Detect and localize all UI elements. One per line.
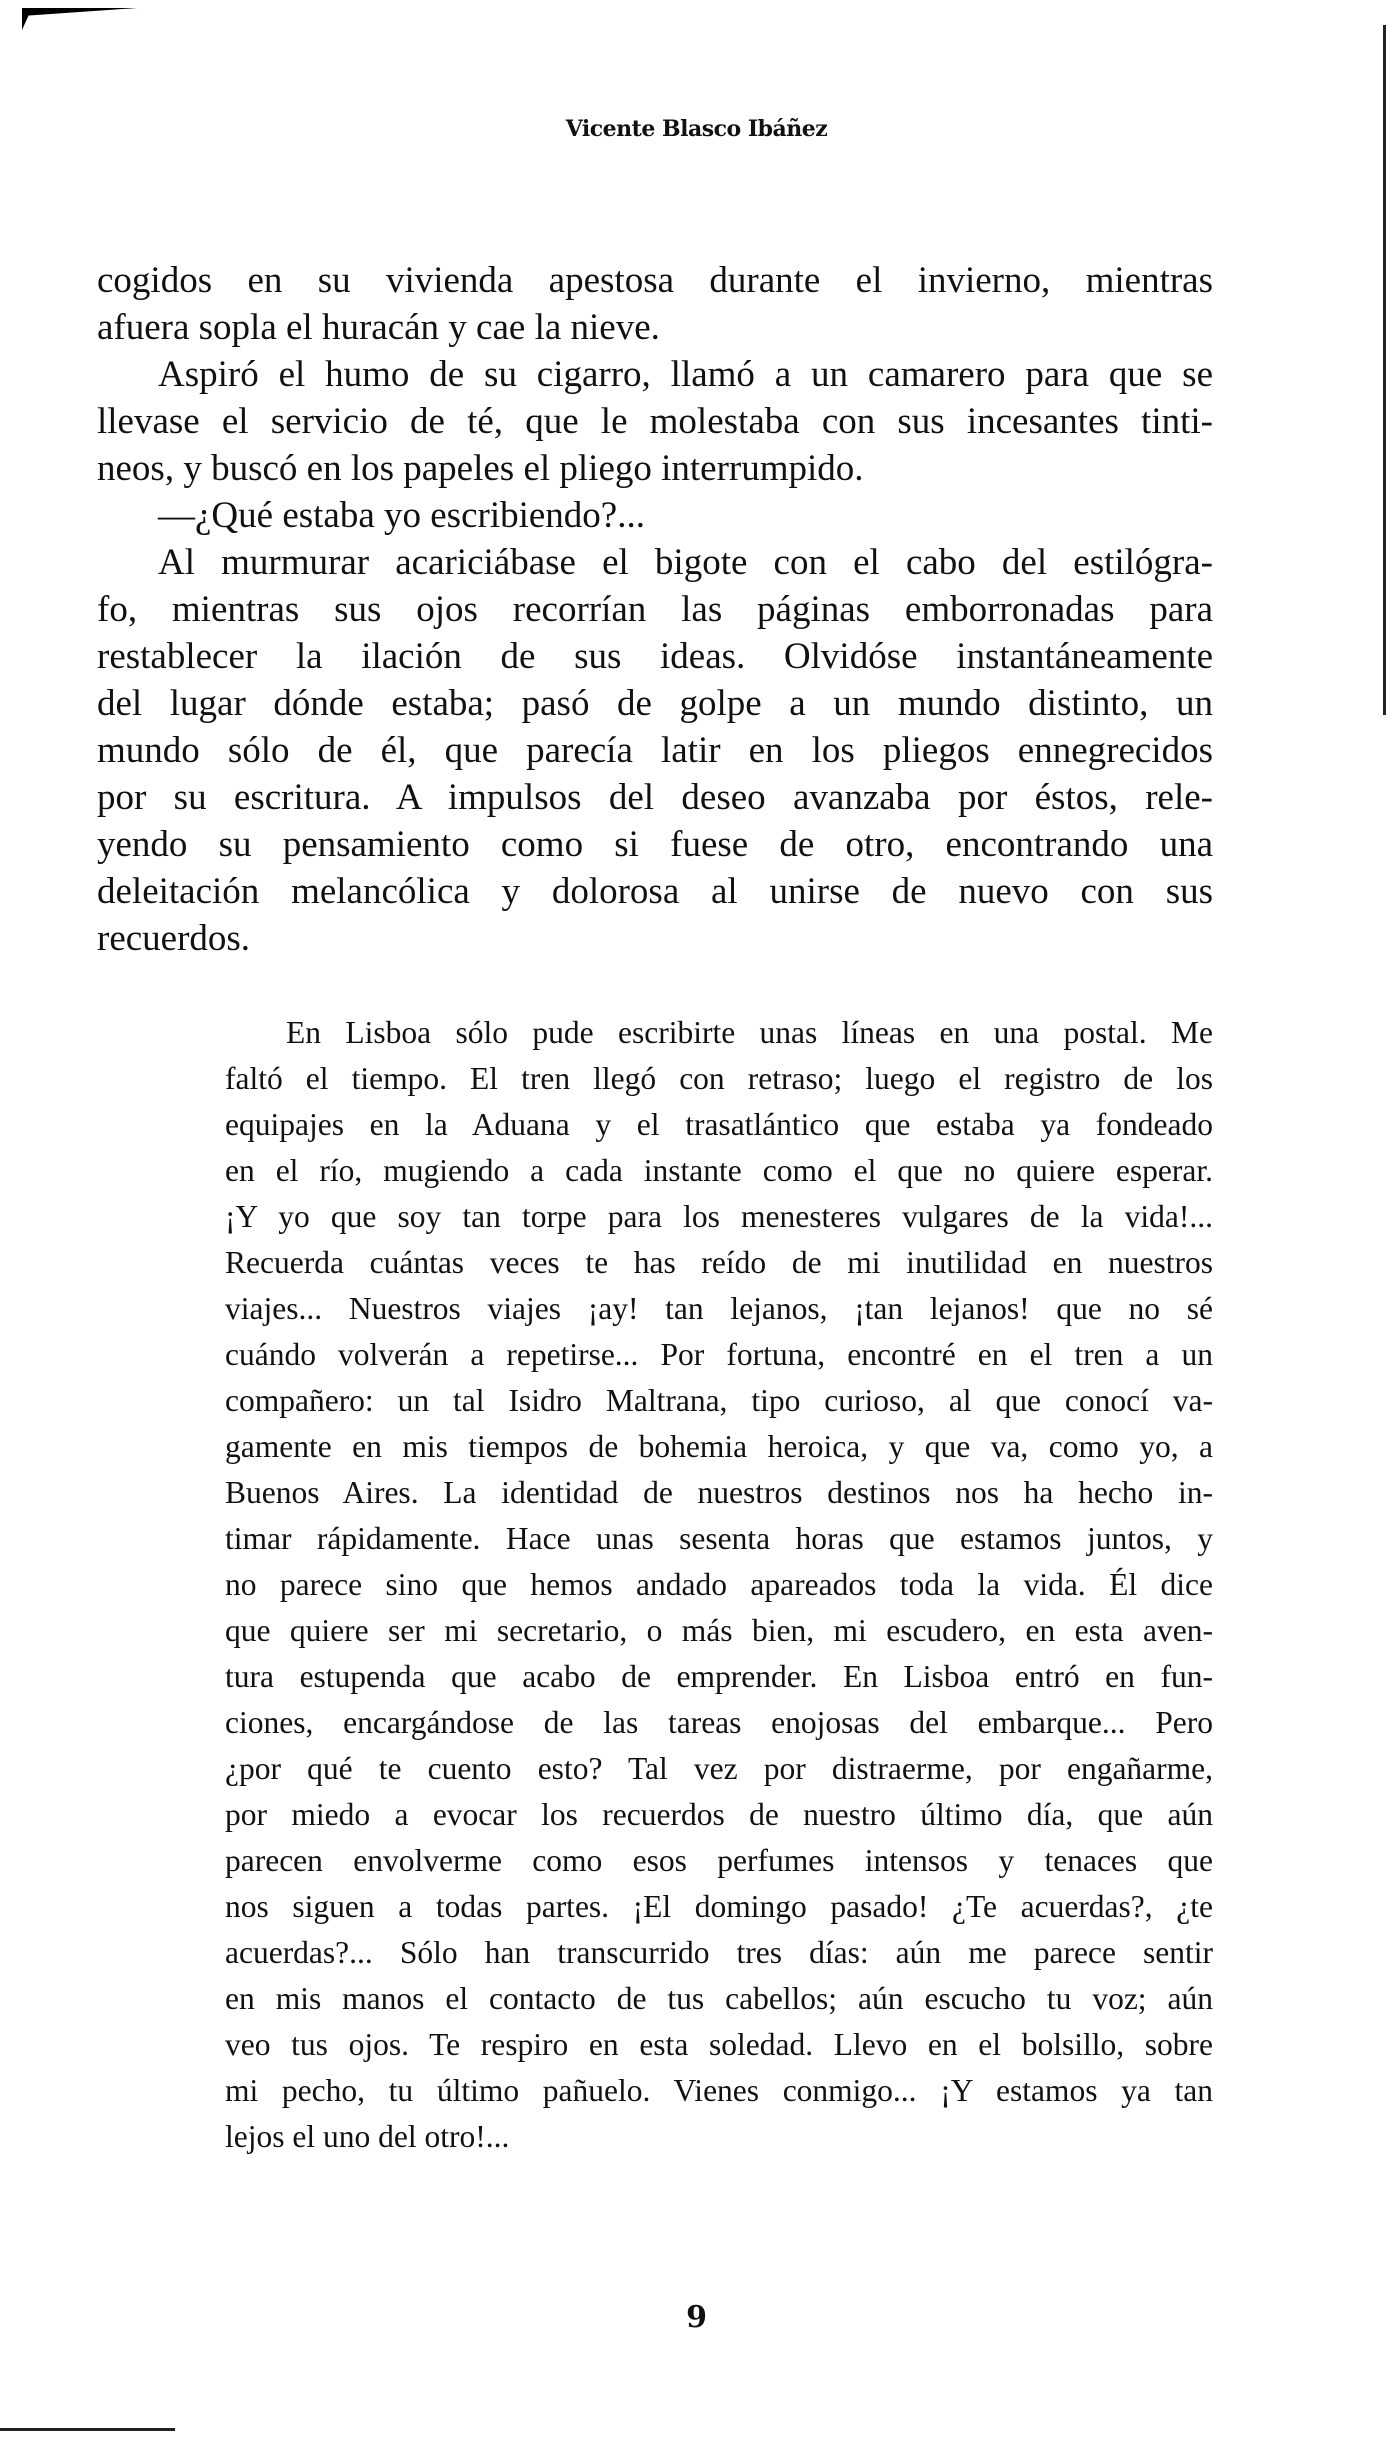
letter-line: viajes... Nuestros viajes ¡ay! tan lejanos, ¡tan lejanos! que no sé [225, 1291, 1213, 1326]
letter-text [225, 1010, 1213, 2160]
letter-line: Buenos Aires. La identidad de nuestros destinos nos ha hecho in- [225, 1475, 1213, 1510]
scan-corner-mark-top [22, 8, 137, 16]
letter-line: faltó el tiempo. El tren llegó con retraso; luego el registro de los [225, 1061, 1213, 1096]
scan-bottom-mark [0, 2428, 175, 2431]
body-line: deleitación melancólica y dolorosa al unirse de nuevo con sus [97, 871, 1213, 912]
letter-line: timar rápidamente. Hace unas sesenta horas que estamos juntos, y [225, 1521, 1213, 1556]
letter-line: ¡Y yo que soy tan torpe para los menesteres vulgares de la vida!... [225, 1199, 1213, 1234]
letter-line: nos siguen a todas partes. ¡El domingo pasado! ¿Te acuerdas?, ¿te [225, 1889, 1213, 1924]
letter-line: gamente en mis tiempos de bohemia heroica, y que va, como yo, a [225, 1429, 1213, 1464]
body-line: mundo sólo de él, que parecía latir en los pliegos ennegrecidos [97, 730, 1213, 771]
body-line: fo, mientras sus ojos recorrían las páginas emborronadas para [97, 589, 1213, 630]
body-line: yendo su pensamiento como si fuese de otro, encontrando una [97, 824, 1213, 865]
body-line: neos, y buscó en los papeles el pliego interrumpido. [97, 448, 864, 489]
body-line: Al murmurar acariciábase el bigote con el cabo del estilógra- [158, 542, 1213, 583]
letter-line: ciones, encargándose de las tareas enojosas del embarque... Pero [225, 1705, 1213, 1740]
body-line: por su escritura. A impulsos del deseo avanzaba por éstos, rele- [97, 777, 1213, 818]
letter-line: parecen envolverme como esos perfumes intensos y tenaces que [225, 1843, 1213, 1878]
letter-line: veo tus ojos. Te respiro en esta soledad. Llevo en el bolsillo, sobre [225, 2027, 1213, 2062]
letter-line: en mis manos el contacto de tus cabellos; aún escucho tu voz; aún [225, 1981, 1213, 2016]
letter-line: compañero: un tal Isidro Maltrana, tipo curioso, al que conocí va- [225, 1383, 1213, 1418]
letter-line: mi pecho, tu último pañuelo. Vienes conmigo... ¡Y estamos ya tan [225, 2073, 1213, 2108]
body-line: llevase el servicio de té, que le molestaba con sus incesantes tinti- [97, 401, 1213, 442]
letter-line: acuerdas?... Sólo han transcurrido tres días: aún me parece sentir [225, 1935, 1213, 1970]
body-line: afuera sopla el huracán y cae la nieve. [97, 307, 660, 348]
letter-line: tura estupenda que acabo de emprender. En Lisboa entró en fun- [225, 1659, 1213, 1694]
running-head-author: Vicente Blasco Ibáñez [565, 116, 828, 142]
page-number: 9 [686, 2300, 707, 2335]
body-line: restablecer la ilación de sus ideas. Olvidóse instantáneamente [97, 636, 1213, 677]
letter-line: lejos el uno del otro!... [225, 2119, 510, 2154]
letter-line: no parece sino que hemos andado apareados toda la vida. Él dice [225, 1567, 1213, 1602]
narrative-text [97, 257, 1213, 962]
body-line: del lugar dónde estaba; pasó de golpe a un mundo distinto, un [97, 683, 1213, 724]
letter-line: cuándo volverán a repetirse... Por fortuna, encontré en el tren a un [225, 1337, 1213, 1372]
body-line: Aspiró el humo de su cigarro, llamó a un camarero para que se [158, 354, 1213, 395]
letter-line: en el río, mugiendo a cada instante como el que no quiere esperar. [225, 1153, 1213, 1188]
letter-line: por miedo a evocar los recuerdos de nuestro último día, que aún [225, 1797, 1213, 1832]
body-line: —¿Qué estaba yo escribiendo?... [158, 495, 645, 536]
letter-line: Recuerda cuántas veces te has reído de mi inutilidad en nuestros [225, 1245, 1213, 1280]
body-line: cogidos en su vivienda apestosa durante el invierno, mientras [97, 260, 1213, 301]
letter-line: equipajes en la Aduana y el trasatlántico que estaba ya fondeado [225, 1107, 1213, 1142]
letter-line: En Lisboa sólo pude escribirte unas líneas en una postal. Me [286, 1015, 1213, 1050]
letter-line: que quiere ser mi secretario, o más bien, mi escudero, en esta aven- [225, 1613, 1213, 1648]
letter-line: ¿por qué te cuento esto? Tal vez por distraerme, por engañarme, [225, 1751, 1213, 1786]
body-line: recuerdos. [97, 918, 251, 959]
